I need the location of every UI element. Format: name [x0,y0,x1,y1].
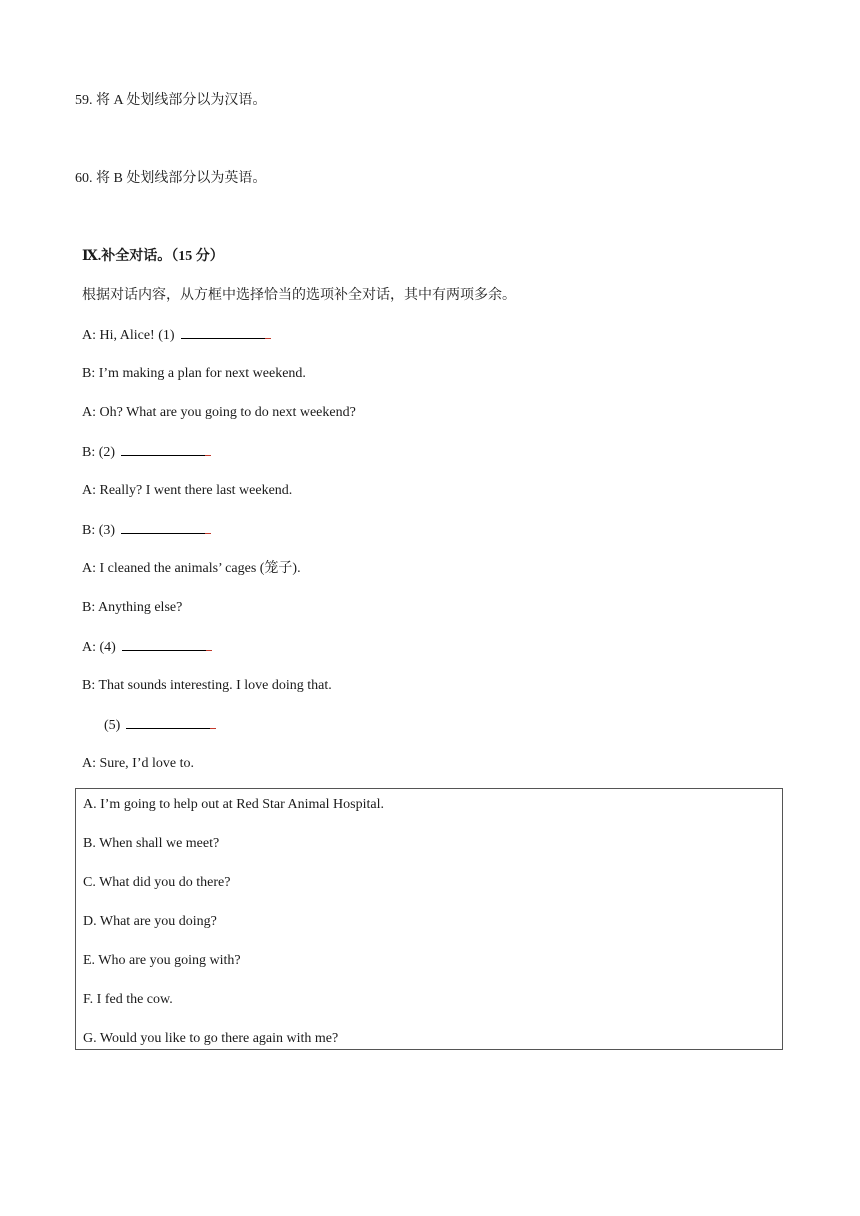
answer-blank-4[interactable] [122,638,206,651]
dialogue-line-4 [82,443,205,462]
answer-blank-2[interactable] [121,443,205,456]
answer-blank-5[interactable] [126,716,210,729]
dialogue-line-2: B: I’m making a plan for next weekend. [82,366,306,381]
dialogue-line-9 [82,638,206,657]
dialogue-line-11 [104,716,210,735]
section-instructions: 根据对话内容，从方框中选择恰当的选项补全对话，其中有两项多余。 [82,288,516,303]
dialogue-text: A: (4) [82,640,116,655]
dialogue-text: B: (2) [82,445,116,460]
option-c: C. What did you do there? [83,875,231,890]
option-g: G. Would you like to go there again with me? [83,1031,339,1046]
dialogue-line-3: A: Oh? What are you going to do next weekend? [82,405,356,420]
question-59: 59. 将 A 处划线部分以为汉语。 [75,93,267,108]
dialogue-line-1 [82,326,265,345]
section-title: Ⅸ.补全对话。（15 分） [82,249,224,264]
option-b: B. When shall we meet? [83,836,220,851]
option-f: F. I fed the cow. [83,992,173,1007]
options-box [75,788,783,1050]
dialogue-line-7: A: I cleaned the animals’ cages (笼子). [82,561,301,576]
dialogue-line-6 [82,521,205,540]
dialogue-text: B: (3) [82,523,116,538]
option-e: E. Who are you going with? [83,953,241,968]
option-a: A. I’m going to help out at Red Star Animal Hospital. [83,797,384,812]
answer-blank-1[interactable] [181,326,265,339]
dialogue-text: (5) [104,718,121,733]
dialogue-line-5: A: Really? I went there last weekend. [82,483,293,498]
question-60: 60. 将 B 处划线部分以为英语。 [75,171,267,186]
answer-blank-3[interactable] [121,521,205,534]
dialogue-line-8: B: Anything else? [82,600,183,615]
dialogue-line-10: B: That sounds interesting. I love doing that. [82,678,332,693]
dialogue-text: A: Hi, Alice! (1) [82,328,175,343]
option-d: D. What are you doing? [83,914,217,929]
dialogue-line-12: A: Sure, I’d love to. [82,756,194,771]
